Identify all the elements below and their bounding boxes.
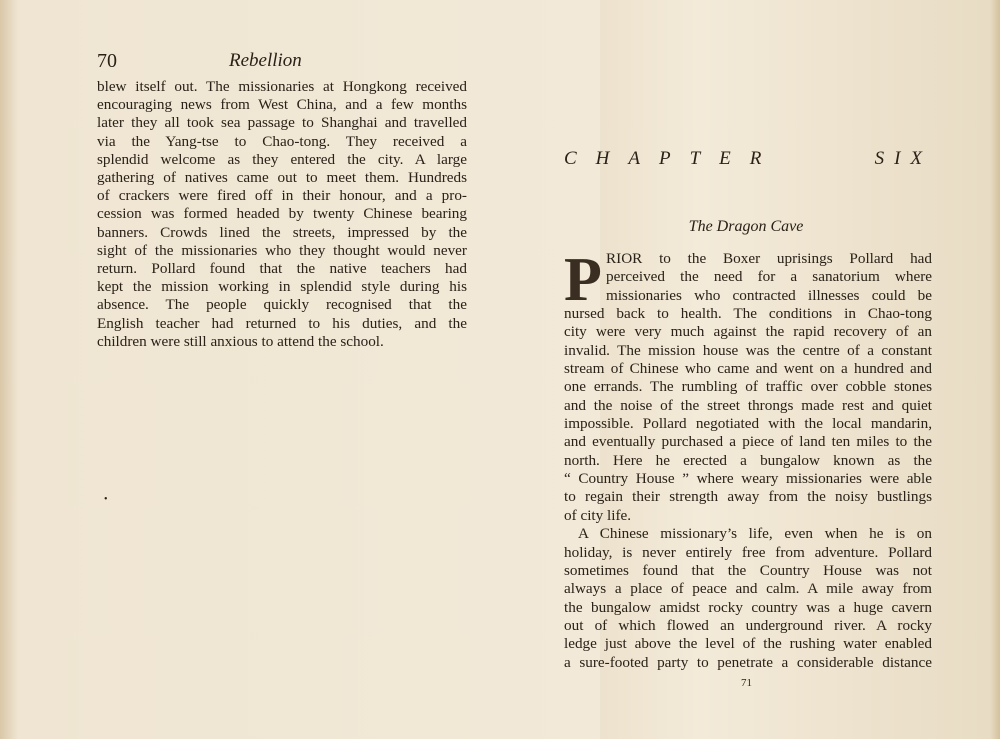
margin-mark: • xyxy=(104,494,108,505)
chapter-number: SIX xyxy=(874,148,932,169)
text-line: out of which flowed an underground river. A rocky xyxy=(564,616,932,634)
text-line: return. Pollard found that the native teachers had xyxy=(97,260,467,278)
text-line: to regain their strength away from the noisy bustlings xyxy=(564,488,932,506)
text-line: and eventually purchased a piece of land ten miles to the xyxy=(564,433,932,451)
text-line: perceived the need for a sanatorium where xyxy=(606,268,932,286)
text-line: and the noise of the street throngs made rest and quiet xyxy=(564,396,932,414)
text-line: absence. The people quickly recognised that the xyxy=(97,296,467,314)
text-line: cession was formed headed by twenty Chinese bearing xyxy=(97,205,467,223)
text-line: of crackers were fired off in their honour, and a pro- xyxy=(97,187,467,205)
text-line: city were very much against the rapid recovery of an xyxy=(564,323,932,341)
text-line: impossible. Pollard negotiated with the local mandarin, xyxy=(564,415,932,433)
page-number-right: 71 xyxy=(741,677,752,689)
text-line: always a place of peace and calm. A mile away from xyxy=(564,580,932,598)
text-line: gathering of natives came out to meet them. Hundreds xyxy=(97,169,467,187)
text-line: English teacher had returned to his duties, and the xyxy=(97,314,467,332)
text-line: blew itself out. The missionaries at Hongkong received xyxy=(97,78,467,95)
drop-cap: P xyxy=(564,246,602,314)
text-line: nursed back to health. The conditions in Chao-tong xyxy=(564,305,932,323)
text-line: the bungalow amidst rocky country was a huge cavern xyxy=(564,598,932,616)
text-line: kept the mission working in splendid style during his xyxy=(97,278,467,296)
text-line: children were still anxious to attend the school. xyxy=(97,332,384,350)
text-line: sight of the missionaries who they thought would never xyxy=(97,241,467,259)
text-line: “ Country House ” where weary missionaries were able xyxy=(564,470,932,488)
text-line: invalid. The mission house was the centre of a constant xyxy=(564,341,932,359)
text-line: sometimes found that the Country House was not xyxy=(564,561,932,579)
text-line: ledge just above the level of the rushing water enabled xyxy=(564,635,932,653)
text-line: later they all took sea passage to Shanghai and travelled xyxy=(97,114,467,132)
running-head xyxy=(97,50,467,74)
text-line: RIOR to the Boxer uprisings Pollard had xyxy=(606,250,932,267)
text-line: missionaries who contracted illnesses could be xyxy=(606,286,932,304)
text-line: splendid welcome as they entered the city. A large xyxy=(97,150,467,168)
text-line: one errands. The rumbling of traffic over cobble stones xyxy=(564,378,932,396)
text-line: A Chinese missionary’s life, even when he is on xyxy=(578,525,932,543)
running-title: Rebellion xyxy=(229,50,302,71)
page-number-left: 70 xyxy=(97,50,117,72)
text-line: encouraging news from West China, and a few months xyxy=(97,96,467,114)
text-line: via the Yang-tse to Chao-tong. They received a xyxy=(97,132,467,150)
text-line: of city life. xyxy=(564,506,632,524)
section-title: The Dragon Cave xyxy=(688,218,804,235)
text-line: holiday, is never entirely free from adventure. Pollard xyxy=(564,543,932,561)
text-line: north. Here he erected a bungalow known as the xyxy=(564,451,932,469)
text-line: banners. Crowds lined the streets, impressed by the xyxy=(97,223,467,241)
chapter-heading xyxy=(564,148,932,176)
chapter-word: CHAPTER xyxy=(564,148,781,169)
text-line: stream of Chinese who came and went on a hundred and xyxy=(564,360,932,378)
right-page-text xyxy=(564,246,932,672)
text-line: a sure-footed party to penetrate a considerable distance xyxy=(564,653,932,671)
left-page-text xyxy=(97,78,467,351)
